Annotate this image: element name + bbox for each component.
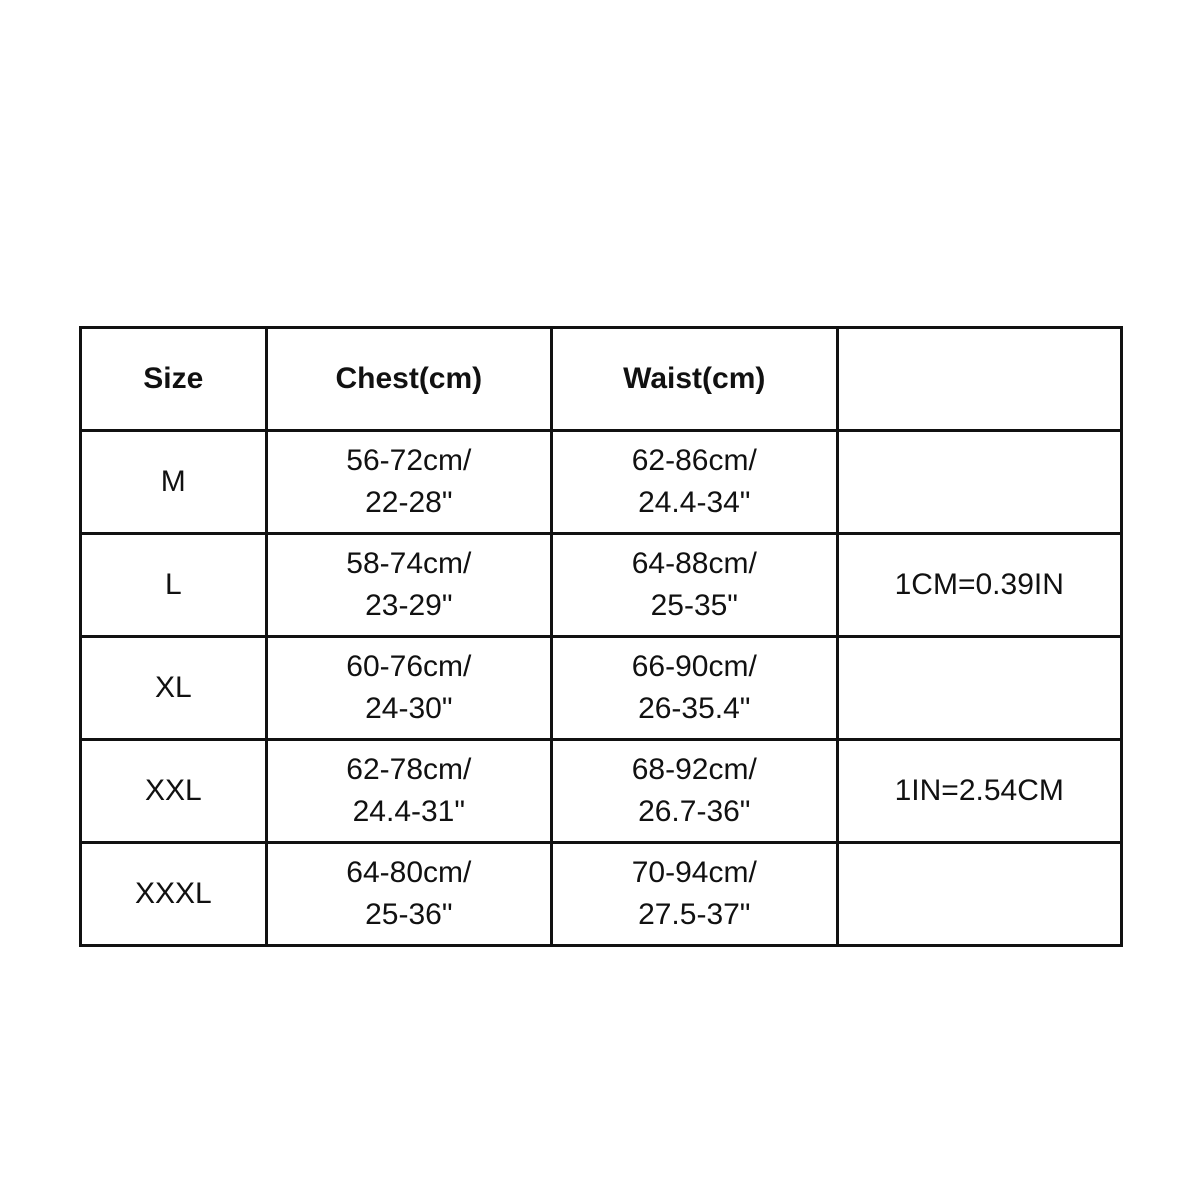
header-size: Size [81,328,267,431]
size-cell: XXXL [81,843,267,946]
header-waist: Waist(cm) [552,328,837,431]
table-row [81,637,1122,740]
waist-cell [552,431,837,534]
waist-in: 25-35" [650,589,738,622]
table-row [81,843,1122,946]
chest-cell [266,740,551,843]
waist-cm: 66-90cm/ [631,650,757,683]
chest-in: 22-28" [365,486,453,519]
note-cell [837,843,1122,946]
waist-cm: 62-86cm/ [631,444,757,477]
header-chest: Chest(cm) [266,328,551,431]
chest-in: 23-29" [365,589,453,622]
note-cell: 1CM=0.39IN [837,534,1122,637]
chest-cell [266,843,551,946]
waist-cm: 70-94cm/ [631,856,757,889]
waist-in: 26-35.4" [638,692,751,725]
waist-cell [552,637,837,740]
waist-cell [552,534,837,637]
size-cell: XL [81,637,267,740]
chest-in: 25-36" [365,898,453,931]
chest-cell [266,637,551,740]
waist-cm: 64-88cm/ [631,547,757,580]
waist-in: 27.5-37" [638,898,751,931]
chest-cm: 64-80cm/ [346,856,472,889]
size-cell: M [81,431,267,534]
waist-cm: 68-92cm/ [631,753,757,786]
table-header-row [81,328,1122,431]
size-chart-table [79,326,1123,947]
table-row [81,534,1122,637]
note-cell: 1IN=2.54CM [837,740,1122,843]
chest-cell [266,534,551,637]
size-cell: XXL [81,740,267,843]
size-cell: L [81,534,267,637]
waist-in: 24.4-34" [638,486,751,519]
waist-cell [552,740,837,843]
header-note [837,328,1122,431]
waist-cell [552,843,837,946]
table-row [81,740,1122,843]
chest-cm: 56-72cm/ [346,444,472,477]
chest-cm: 60-76cm/ [346,650,472,683]
chest-in: 24-30" [365,692,453,725]
note-cell [837,637,1122,740]
table-row [81,431,1122,534]
waist-in: 26.7-36" [638,795,751,828]
chest-in: 24.4-31" [352,795,466,828]
chest-cm: 58-74cm/ [346,547,472,580]
note-cell [837,431,1122,534]
chest-cm: 62-78cm/ [346,753,472,786]
chest-cell [266,431,551,534]
